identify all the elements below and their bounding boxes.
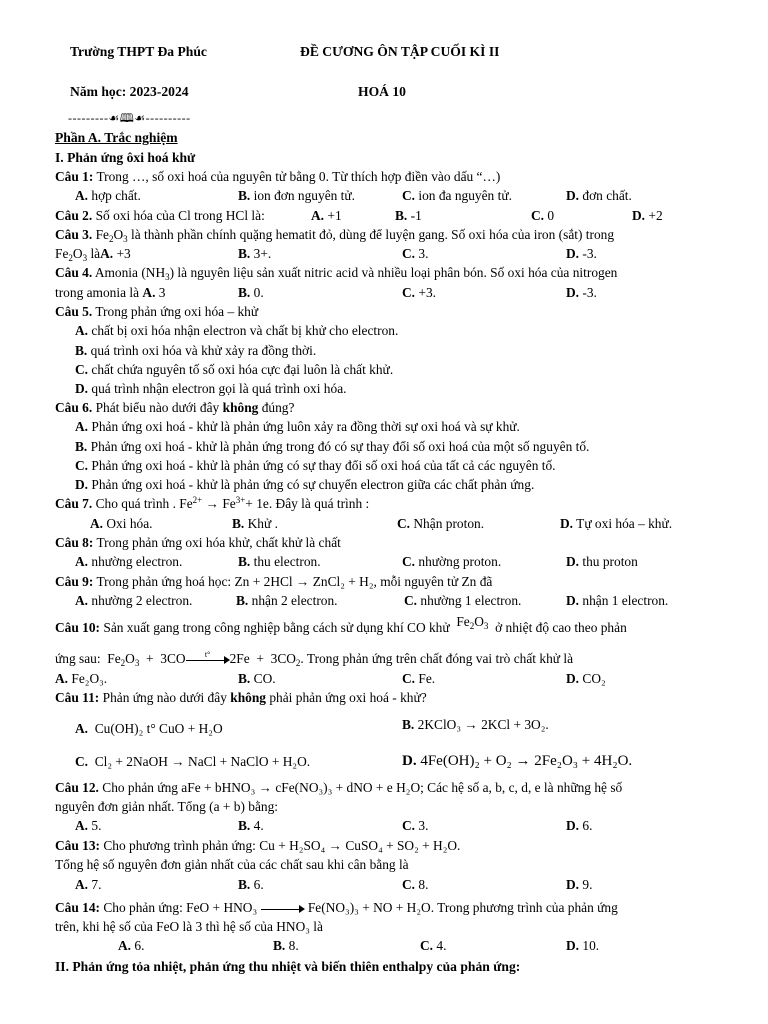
q13-option-a: A. 7. [75, 877, 102, 892]
q8-option-a: A. nhường electron. [75, 554, 183, 569]
question-14: Câu 14: Cho phản ứng: FeO + HNO₃ Fe(NO₃)₃ + NO + H₂O. Trong phương trình của phản ứng [55, 900, 618, 915]
q9-option-c: C. nhường 1 electron. [404, 593, 522, 608]
question-4: Câu 4. Amonia $(NH_3)$ là nguyên liệu sản xuất nitric acid và nhiều loại phân bón. Số oxi hóa của nitrogen [55, 265, 618, 282]
question-5: Câu 5. Trong phản ứng oxi hóa – khử [55, 304, 259, 319]
q3-option-b: B. 3+. [238, 246, 272, 261]
q12-option-d: D. 6. [566, 818, 593, 833]
question-11: Câu 11: Phản ứng nào dưới đây không phải phản ứng oxi hoá - khử? [55, 690, 427, 705]
q4-option-c: C. +3. [402, 285, 436, 300]
question-13: Câu 13: Cho phương trình phản ứng: Cu + H₂SO₄ → CuSO₄ + SO₂ + H₂O. [55, 838, 461, 853]
question-10-cont: ứng sau: $Fe_2O_3 + 3CO$ t° $2Fe + 3CO_2$. Trong phản ứng trên chất đóng vai trò chất khử là [55, 649, 574, 668]
q9-option-b: B. nhận 2 electron. [236, 593, 338, 608]
reaction-arrow-icon: t° [186, 655, 230, 665]
q11-option-c: C. Cl₂ + 2NaOH → NaCl + NaClO + H₂O. [75, 754, 311, 769]
q14-option-d: D. 10. [566, 938, 600, 953]
q14-option-c: C. 4. [420, 938, 447, 953]
subject-name: HOÁ 10 [358, 84, 406, 99]
q2-option-d: D. +2 [632, 208, 663, 223]
q13-option-c: C. 8. [402, 877, 429, 892]
q5-option-c: C. chất chứa nguyên tố số oxi hóa cực đại luôn là chất khử. [75, 362, 394, 377]
q3-option-c: C. 3. [402, 246, 429, 261]
q4-option-b: B. 0. [238, 285, 264, 300]
question-14-cont: trên, khi hệ số của FeO là 3 thì hệ số của HNO₃ là [55, 919, 323, 934]
q10-option-b: B. CO. [238, 671, 276, 686]
q12-option-c: C. 3. [402, 818, 429, 833]
question-6: Câu 6. Phát biểu nào dưới đây không đúng? [55, 400, 295, 415]
q12-option-a: A. 5. [75, 818, 102, 833]
q14-option-b: B. 8. [273, 938, 299, 953]
q9-option-a: A. nhường 2 electron. [75, 593, 193, 608]
q10-option-d: D. CO₂ [566, 671, 606, 686]
question-10: Câu 10: Sản xuất gang trong công nghiệp bằng cách sử dụng khí CO khử $Fe_2O_3$ ở nhiệt độ cao theo phản [55, 614, 627, 635]
question-4-cont: trong amonia là A. 3 [55, 285, 166, 300]
q11-option-b: B. 2KClO₃ → 2KCl + 3O₂. [402, 717, 549, 732]
ornament-divider: ---------☙🕮☙---------- [68, 111, 191, 125]
part-a-heading: Phần A. Trắc nghiệm [55, 130, 178, 145]
q1-option-b: B. ion đơn nguyên tử. [238, 188, 356, 203]
q11-option-d: D. 4Fe(OH)₂ + O₂ → 2Fe₂O₃ + 4H₂O. [402, 753, 633, 769]
q10-option-a: A. Fe₂O₃. [55, 671, 108, 686]
q6-option-b: B. Phản ứng oxi hoá - khử là phản ứng trong đó có sự thay đổi số oxi hoá của một số nguyên tố. [75, 439, 590, 454]
q3-option-d: D. -3. [566, 246, 597, 261]
question-2: Câu 2. Số oxi hóa của Cl trong HCl là: [55, 208, 265, 223]
q5-option-d: D. quá trình nhận electron gọi là quá trình oxi hóa. [75, 381, 347, 396]
school-name: Trường THPT Đa Phúc [70, 44, 207, 59]
q2-option-b: B. -1 [395, 208, 422, 223]
question-3-cont: $Fe_2O_3$ làA. +3 [55, 246, 131, 263]
q7-option-a: A. Oxi hóa. [90, 516, 153, 531]
q5-option-a: A. chất bị oxi hóa nhận electron và chất bị khử cho electron. [75, 323, 399, 338]
section-1-heading: I. Phản ứng ôxi hoá khử [55, 150, 196, 165]
section-2-heading: II. Phản ứng tỏa nhiệt, phản ứng thu nhiệt và biến thiên enthalpy của phản ứng: [55, 959, 521, 974]
q7-option-c: C. Nhận proton. [397, 516, 485, 531]
question-12-cont: nguyên đơn giản nhất. Tổng (a + b) bằng: [55, 799, 279, 814]
q1-option-a: A. hợp chất. [75, 188, 141, 203]
q2-option-c: C. 0 [531, 208, 555, 223]
q13-option-b: B. 6. [238, 877, 264, 892]
q5-option-b: B. quá trình oxi hóa và khử xảy ra đồng thời. [75, 343, 317, 358]
q8-option-d: D. thu proton [566, 554, 638, 569]
q9-option-d: D. nhận 1 electron. [566, 593, 669, 608]
question-1: Câu 1: Trong …, số oxi hoá của nguyên tử bằng 0. Từ thích hợp điền vào dấu “…) [55, 169, 501, 184]
q12-option-b: B. 4. [238, 818, 264, 833]
q11-option-a: A. Cu(OH)₂ t° CuO + H₂O [75, 721, 223, 736]
question-8: Câu 8: Trong phản ứng oxi hóa khử, chất khử là chất [55, 535, 341, 550]
question-3: Câu 3. $Fe_2O_3$ là thành phần chính quặng hematit đỏ, dùng để luyện gang. Số oxi hóa của iron (sắt) trong [55, 227, 615, 244]
q6-option-a: A. Phản ứng oxi hoá - khử là phản ứng luôn xảy ra đồng thời sự oxi hoá và sự khử. [75, 419, 520, 434]
q1-option-c: C. ion đa nguyên tử. [402, 188, 512, 203]
q8-option-c: C. nhường proton. [402, 554, 502, 569]
q1-option-d: D. đơn chất. [566, 188, 632, 203]
q6-option-d: D. Phản ứng oxi hoá - khử là phản ứng có sự chuyển electron giữa các chất phản ứng. [75, 477, 535, 492]
q8-option-b: B. thu electron. [238, 554, 321, 569]
question-7: Câu 7. Cho quá trình . $Fe^{2+} \to Fe^{3+}+ 1e$. Đây là quá trình : [55, 495, 370, 511]
school-year: Năm học: 2023-2024 [70, 84, 189, 99]
question-9: Câu 9: Trong phản ứng hoá học: Zn + 2HCl → ZnCl₂ + H₂, mỗi nguyên tử Zn đã [55, 574, 493, 589]
question-12: Câu 12. Cho phản ứng aFe + bHNO₃ → cFe(NO₃)₃ + dNO + e H₂O; Các hệ số a, b, c, d, e là những hệ số [55, 780, 623, 795]
q4-option-d: D. -3. [566, 285, 597, 300]
reaction-arrow-icon [261, 904, 305, 914]
q14-option-a: A. 6. [118, 938, 145, 953]
q6-option-c: C. Phản ứng oxi hoá - khử là phản ứng có sự thay đổi số oxi hoá của tất cả các nguyên tố. [75, 458, 556, 473]
q10-option-c: C. Fe. [402, 671, 436, 686]
question-13-cont: Tổng hệ số nguyên đơn giản nhất của các chất sau khi cân bằng là [55, 857, 409, 872]
q13-option-d: D. 9. [566, 877, 593, 892]
q2-option-a: A. +1 [311, 208, 342, 223]
document-title: ĐỀ CƯƠNG ÔN TẬP CUỐI KÌ II [300, 44, 500, 59]
q7-option-b: B. Khử . [232, 516, 278, 531]
q7-option-d: D. Tự oxi hóa – khử. [560, 516, 673, 531]
